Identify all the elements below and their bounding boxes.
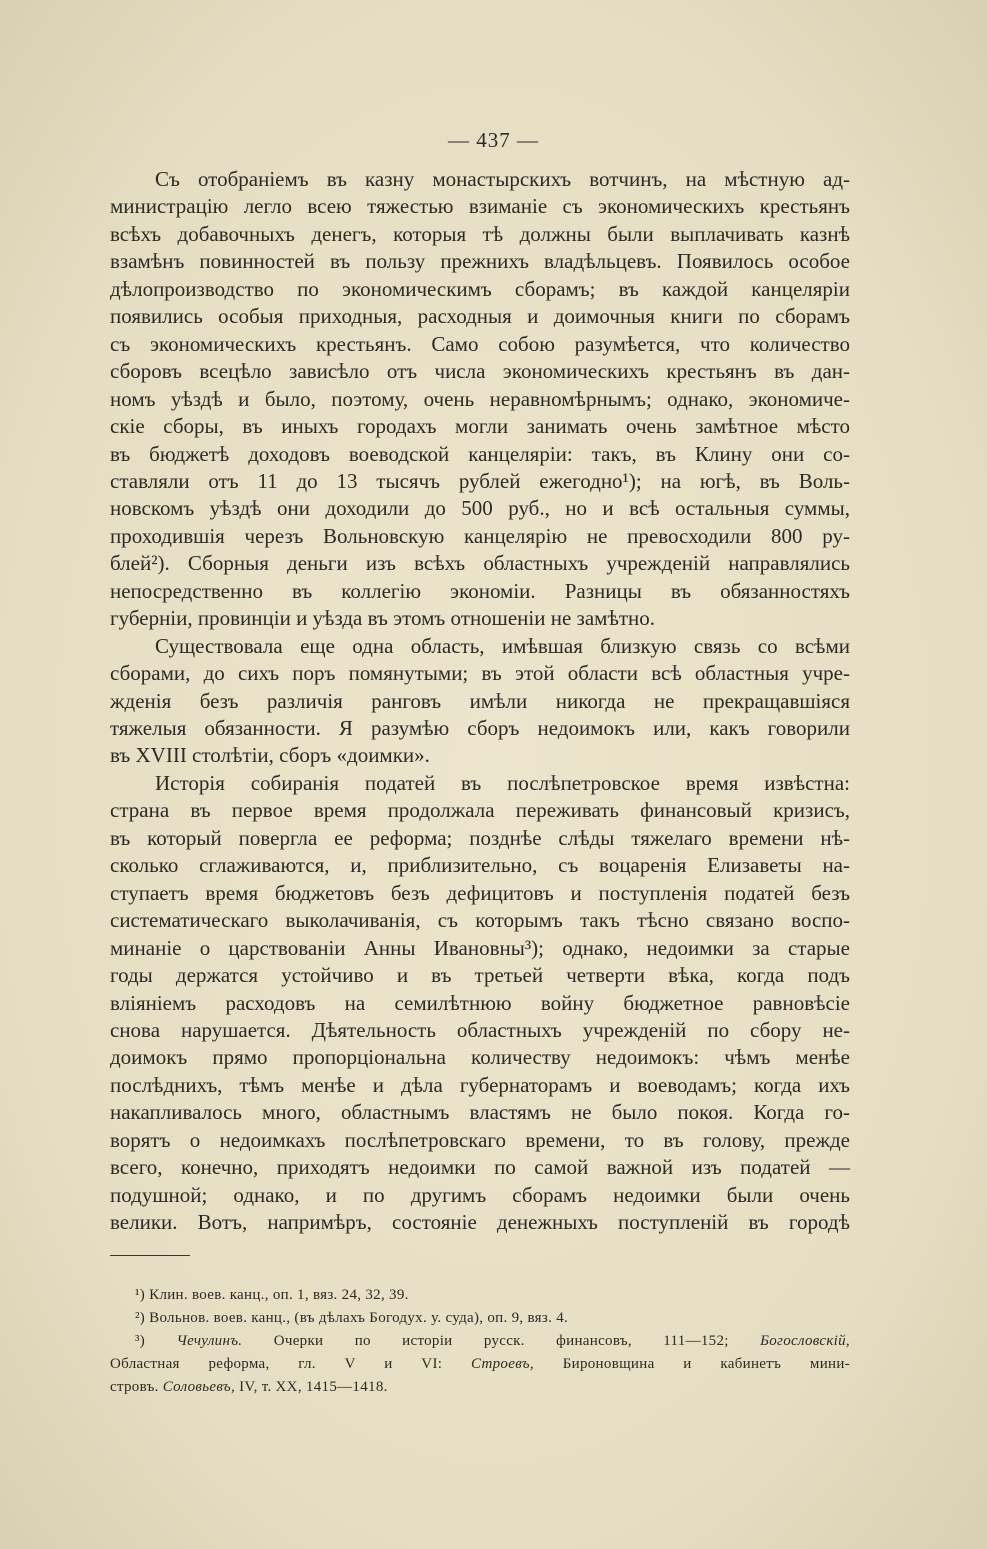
text-line: министрацію легло всею тяжестью взиманіе съ экономическихъ крестьянъ bbox=[110, 194, 850, 219]
author-name: Чечулинъ. bbox=[176, 1333, 243, 1349]
footnote-3-line-2 bbox=[110, 1354, 850, 1374]
text-line: появились особыя приходныя, расходныя и доимочныя книги по сборамъ bbox=[110, 304, 850, 329]
text-line: минаніе о царствованіи Анны Ивановны³); однако, недоимки за старые bbox=[110, 935, 850, 960]
text-line: велики. Вотъ, напримѣръ, состояніе денежныхъ поступленій въ городѣ bbox=[110, 1210, 850, 1235]
text-line: систематическаго выколачиванія, съ которымъ такъ тѣсно связано воспо- bbox=[110, 908, 850, 933]
text-line: сколько сглаживаются, и, приблизительно, съ воцаренія Елизаветы на- bbox=[110, 853, 850, 878]
text-line: новскомъ уѣздѣ они доходили до 500 руб., но и всѣ остальныя суммы, bbox=[110, 496, 850, 521]
footnote-marker: ³) bbox=[135, 1333, 177, 1349]
text-line: вліяніемъ расходовъ на семилѣтнюю войну бюджетное равновѣсіе bbox=[110, 990, 850, 1015]
text-line: подушной; однако, и по другимъ сборамъ недоимки были очень bbox=[110, 1182, 850, 1207]
text-line: сборовъ всецѣло зависѣло отъ числа экономическихъ крестьянъ въ дан- bbox=[110, 359, 850, 384]
text-line: ставляли отъ 11 до 13 тысячъ рублей ежегодно¹); на югѣ, въ Воль- bbox=[110, 468, 850, 493]
citation-text: Очерки по исторіи русск. финансовъ, 111—152; bbox=[242, 1333, 761, 1349]
text-line: страна въ первое время продолжала переживать финансовый кризисъ, bbox=[110, 798, 850, 823]
footnote-divider bbox=[110, 1255, 190, 1256]
page-number: — 437 — bbox=[448, 128, 539, 152]
text-line: послѣднихъ, тѣмъ менѣе и дѣла губернаторамъ и воеводамъ; когда ихъ bbox=[110, 1072, 850, 1097]
footnote-1: ¹) Клин. воев. канц., оп. 1, вяз. 24, 32, 39. bbox=[135, 1287, 409, 1303]
citation-text: IV, т. XX, 1415—1418. bbox=[235, 1379, 388, 1395]
text-line: взамѣнъ повинностей въ пользу прежнихъ владѣльцевъ. Появилось особое bbox=[110, 249, 850, 274]
text-line: дѣлопроизводство по экономическимъ сборамъ; въ каждой канцеляріи bbox=[110, 276, 850, 301]
text-line: ворятъ о недоимкахъ послѣпетровскаго времени, то въ голову, прежде bbox=[110, 1127, 850, 1152]
text-line: въ который повергла ее реформа; позднѣе слѣды тяжелаго времени нѣ- bbox=[110, 825, 850, 850]
text-line: всѣхъ добавочныхъ денегъ, которыя тѣ должны были выплачивать казнѣ bbox=[110, 221, 850, 246]
text-line: сборами, до сихъ поръ помянутыми; въ этой области всѣ областныя учре- bbox=[110, 661, 850, 686]
citation-text: Бироновщина и кабинетъ мини- bbox=[533, 1356, 851, 1372]
text-line: непосредственно въ коллегію экономіи. Разницы въ обязанностяхъ bbox=[110, 578, 850, 603]
text-line: Исторія собиранія податей въ послѣпетровское время извѣстна: bbox=[155, 770, 850, 795]
footnote-3-line-1 bbox=[135, 1331, 850, 1351]
author-name: Соловьевъ, bbox=[162, 1379, 236, 1395]
text-line: губерніи, провинціи и уѣзда въ этомъ отношеніи не замѣтно. bbox=[110, 606, 656, 631]
text-line: проходившія черезъ Вольновскую канцелярію не превосходили 800 ру- bbox=[110, 523, 850, 548]
footnote-3-line-3 bbox=[110, 1377, 850, 1397]
citation-text: стровъ. bbox=[110, 1379, 163, 1395]
text-line: снова нарушается. Дѣятельность областныхъ учрежденій по сбору не- bbox=[110, 1017, 850, 1042]
author-name: Строевъ, bbox=[470, 1356, 534, 1372]
text-line: въ XVIII столѣтіи, сборъ «доимки». bbox=[110, 743, 430, 768]
author-name: Богословскій, bbox=[760, 1333, 850, 1349]
text-line: жденія безъ различія ранговъ имѣли никогда не прекращавшіяся bbox=[110, 688, 850, 713]
text-line: скіе сборы, въ иныхъ городахъ могли занимать очень замѣтное мѣсто bbox=[110, 414, 850, 439]
text-line: Съ отобраніемъ въ казну монастырскихъ вотчинъ, на мѣстную ад- bbox=[155, 167, 850, 191]
text-line: тяжелыя обязанности. Я разумѣю сборъ недоимокъ или, какъ говорили bbox=[110, 716, 850, 740]
footnote-2: ²) Вольнов. воев. канц., (въ дѣлахъ Богодух. у. суда), оп. 9, вяз. 4. bbox=[135, 1310, 569, 1326]
text-line: въ бюджетѣ доходовъ воеводской канцеляріи: такъ, въ Клину они со- bbox=[110, 441, 850, 466]
text-line: годы держатся устойчиво и въ третьей четверти вѣка, когда подъ bbox=[110, 963, 850, 988]
text-line: съ экономическихъ крестьянъ. Само собою разумѣется, что количество bbox=[110, 331, 850, 356]
text-line: номъ уѣздѣ и было, поэтому, очень неравномѣрнымъ; однако, экономиче- bbox=[110, 386, 850, 411]
text-line: ступаетъ время бюджетовъ безъ дефицитовъ и поступленія податей безъ bbox=[110, 880, 850, 905]
text-line: всего, конечно, приходятъ недоимки по самой важной изъ податей — bbox=[110, 1155, 850, 1180]
text-line: накапливалось много, областнымъ властямъ не было покоя. Когда го- bbox=[110, 1100, 850, 1125]
text-line: Существовала еще одна область, имѣвшая близкую связь со всѣми bbox=[155, 633, 850, 658]
citation-text: Областная реформа, гл. V и VI: bbox=[110, 1356, 471, 1372]
text-line: блей²). Сборныя деньги изъ всѣхъ областныхъ учрежденій направлялись bbox=[110, 551, 850, 576]
text-line: доимокъ прямо пропорціональна количеству недоимокъ: чѣмъ менѣе bbox=[110, 1045, 850, 1070]
